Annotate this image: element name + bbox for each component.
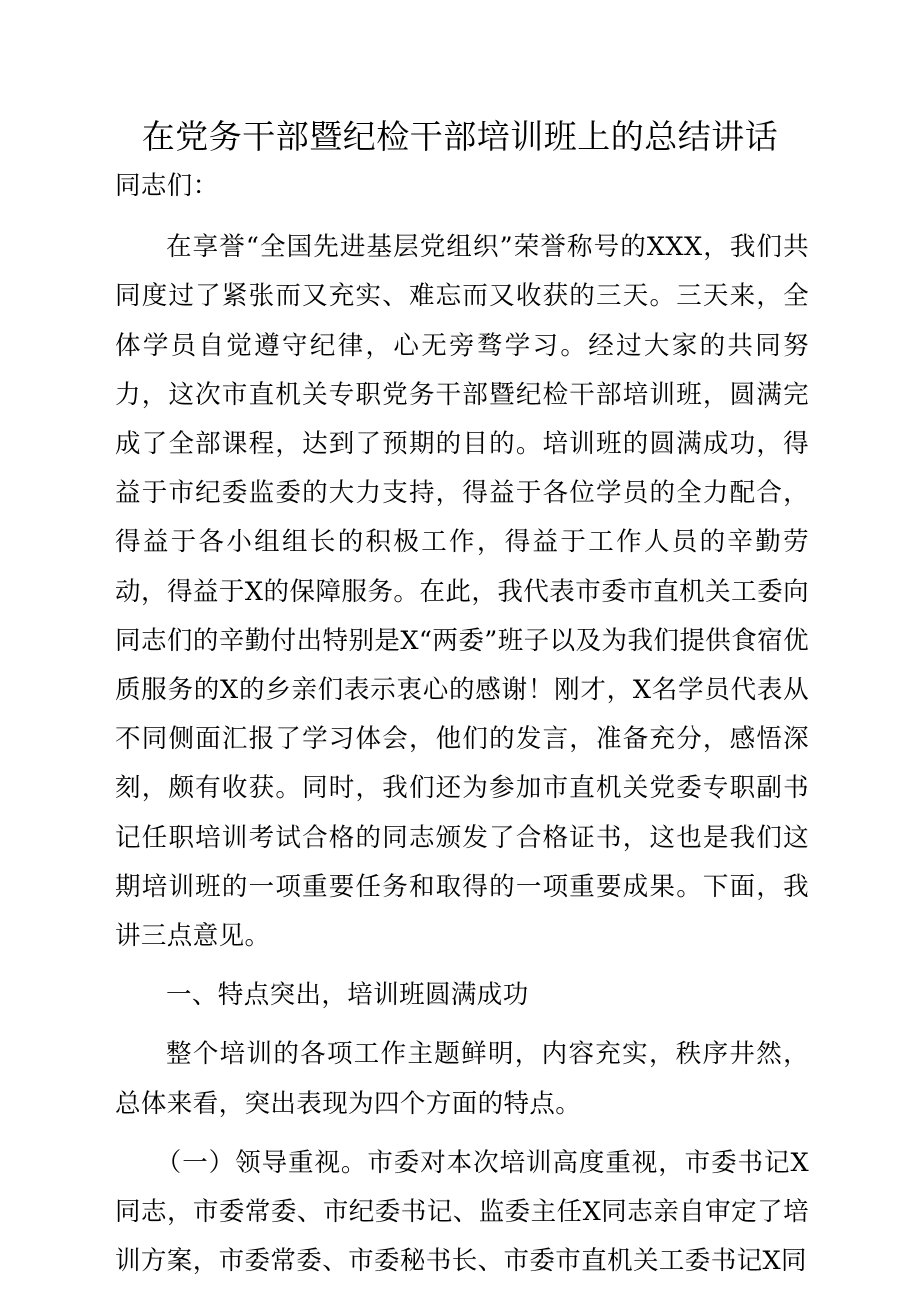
document-body [115,162,809,1286]
opening-paragraph: 在享誉“全国先进基层党组织”荣誉称号的XXX，我们共同度过了紧张而又充实、难忘而又收获的三天。三天来，全体学员自觉遵守纪律，心无旁骛学习。经过大家的共同努力，这次市直机关专职党务干部暨纪检干部培训班，圆满完成了全部课程，达到了预期的目的。培训班的圆满成功，得益于市纪委监委的大力支持，得益于各位学员的全力配合，得益于各小组组长的积极工作，得益于工作人员的辛勤劳动，得益于X的保障服务。在此，我代表市委市直机关工委向同志们的辛勤付出特别是X“两委”班子以及为我们提供食宿优质服务的X的乡亲们表示衷心的感谢！刚才，X名学员代表从不同侧面汇报了学习体会，他们的发言，准备充分，感悟深刻，颇有收获。同时，我们还为参加市直机关党委专职副书记任职培训考试合格的同志颁发了合格证书，这也是我们这期培训班的一项重要任务和取得的一项重要成果。下面，我讲三点意见。 [115,232,809,952]
document-title: 在党务干部暨纪检干部培训班上的总结讲话 [141,117,779,156]
section-intro-paragraph: 整个培训的各项工作主题鲜明，内容充实，秩序井然，总体来看，突出表现为四个方面的特点。 [115,1039,809,1119]
salutation: 同志们： [115,171,219,201]
sub-section-paragraph: （一）领导重视。市委对本次培训高度重视，市委书记X同志，市委常委、市纪委书记、监委主任X同志亲自审定了培训方案，市委常委、市委秘书长、市委市直机关工委书记X同 [115,1147,809,1277]
section-heading: 一、特点突出，培训班圆满成功 [166,980,529,1011]
